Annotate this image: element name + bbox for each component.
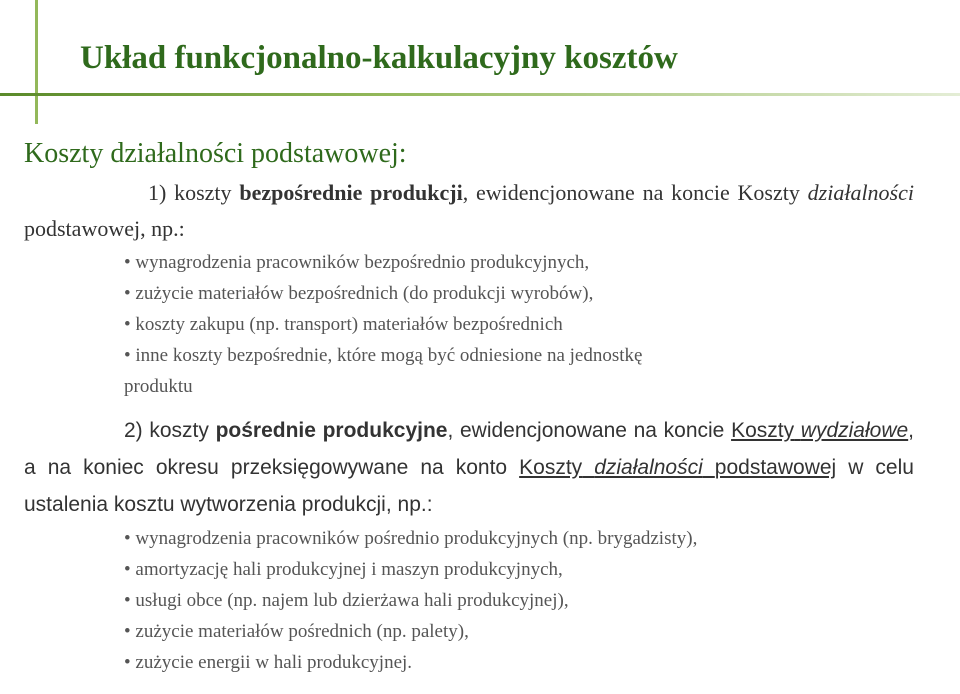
account-name-italic: działalności [594, 456, 703, 479]
direct-costs-paragraph [24, 175, 914, 247]
list-item: • zużycie materiałów pośrednich (np. palety), [124, 616, 914, 647]
section-heading: Koszty działalności podstawowej: [24, 138, 407, 169]
direct-koszty-word: koszty [174, 180, 232, 205]
slide-title: Układ funkcjonalno-kalkulacyjny kosztów [80, 40, 678, 76]
account-name-end: podstawowej [714, 456, 837, 479]
account-name-start: Koszty [519, 456, 583, 479]
indirect-number: 2) [124, 419, 143, 442]
indirect-costs-list [24, 523, 914, 678]
list-item: • inne koszty bezpośrednie, które mogą być odniesione na jednostkę [124, 340, 914, 371]
list-item-continuation: produktu [124, 376, 193, 397]
list-item: • koszty zakupu (np. transport) materiałów bezpośrednich [124, 309, 914, 340]
list-item: • wynagrodzenia pracowników pośrednio produkcyjnych (np. brygadzisty), [124, 523, 914, 554]
direct-costs-list [24, 247, 914, 402]
list-item: • usługi obce (np. najem lub dzierżawa hali produkcyjnej), [124, 585, 914, 616]
direct-recorded-text: , ewidencjonowane na koncie [462, 180, 730, 205]
slide-content [24, 137, 914, 678]
account-koszty-dzialalnosci [519, 456, 836, 479]
indirect-recorded-text: , ewidencjonowane na koncie [447, 419, 725, 442]
list-item: • amortyzację hali produkcyjnej i maszyn produkcyjnych, [124, 554, 914, 585]
direct-account-start: Koszty [737, 180, 800, 205]
indirect-transfer-text: , a na koniec okresu przeksięgowywane na konto [24, 419, 915, 479]
decorative-vertical-line [35, 0, 38, 124]
indirect-costs-paragraph [24, 412, 914, 523]
direct-account-end: podstawowej, np.: [24, 216, 185, 241]
indirect-tail-text: w celu ustalenia kosztu wytworzenia produkcji, np.: [24, 456, 914, 516]
indirect-costs-term: pośrednie produkcyjne [215, 419, 448, 442]
direct-number: 1) [148, 180, 167, 205]
list-item: • zużycie materiałów bezpośrednich (do produkcji wyrobów), [124, 278, 914, 309]
account-name-start: Koszty [731, 419, 795, 442]
list-item: • zużycie energii w hali produkcyjnej. [124, 647, 914, 678]
account-name-italic: wydziałowe [800, 419, 909, 442]
direct-account-italic: działalności [807, 180, 914, 205]
account-koszty-wydzialowe [731, 419, 908, 442]
direct-costs-term: bezpośrednie produkcji [239, 180, 463, 205]
decorative-horizontal-line [0, 93, 960, 96]
indirect-koszty-word: koszty [149, 419, 209, 442]
list-item: • wynagrodzenia pracowników bezpośrednio produkcyjnych, [124, 247, 914, 278]
